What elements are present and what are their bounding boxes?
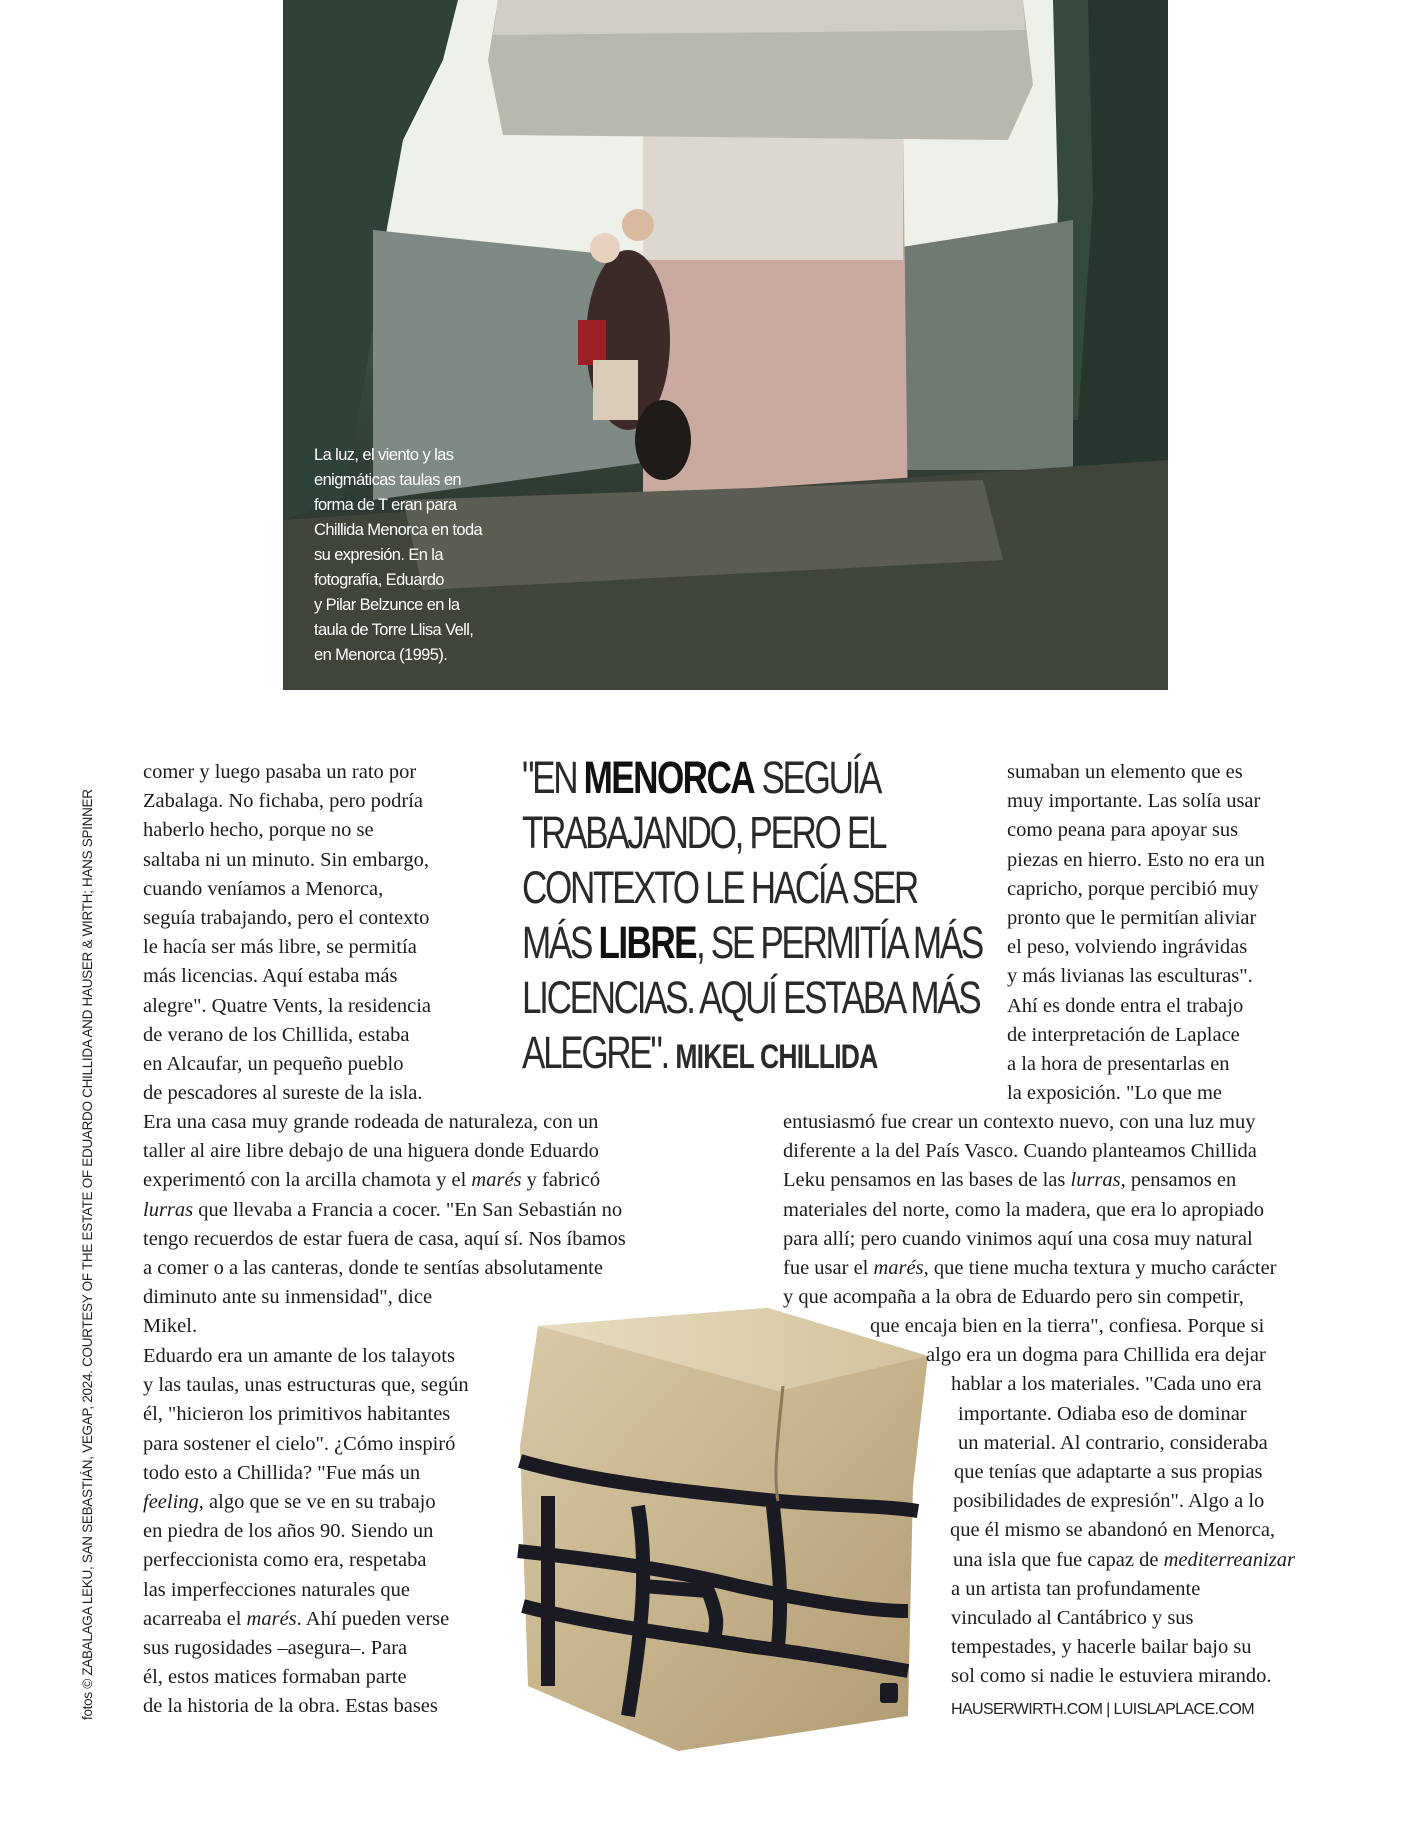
- body-text-line: Era una casa muy grande rodeada de naturaleza, con un: [143, 1111, 599, 1133]
- body-text-line: capricho, porque percibió muy: [1007, 877, 1259, 900]
- body-text-line: comer y luego pasaba un rato por: [143, 761, 417, 783]
- photo-credit: fotos © ZABALAGA LEKU, SAN SEBASTIÁN, VEGAP, 2024. COURTESY OF THE ESTATE OF EDUARDO CHILLIDA AND HAUSER & WIRTH; HANS SPINNER: [80, 789, 95, 1720]
- body-text-line: un material. Al contrario, consideraba: [958, 1431, 1268, 1454]
- taula-photo: [283, 0, 1168, 690]
- body-text-line: todo esto a Chillida? "Fue más un: [143, 1461, 421, 1484]
- body-text-line: entusiasmó fue crear un contexto nuevo, con una luz muy: [783, 1111, 1256, 1133]
- pull-quote-part: "EN: [522, 752, 584, 803]
- body-text-line: vinculado al Cantábrico y sus: [951, 1607, 1194, 1629]
- body-text-line: diferente a la del País Vasco. Cuando planteamos Chillida: [783, 1140, 1257, 1163]
- body-text-line: y que acompaña a la obra de Eduardo pero sin competir,: [783, 1286, 1244, 1309]
- body-text-line: y las taulas, unas estructuras que, según: [143, 1374, 469, 1397]
- body-text-line: piezas en hierro. Esto no era un: [1007, 848, 1265, 871]
- pull-quote-emphasis: MENORCA: [583, 752, 755, 803]
- body-text-line: lurras que llevaba a Francia a cocer. "En San Sebastián no: [143, 1198, 623, 1221]
- body-text-line: la exposición. "Lo que me: [1007, 1082, 1223, 1105]
- body-text-line: que tenías que adaptarte a sus propias: [954, 1461, 1263, 1483]
- body-text-line: a comer o a las canteras, donde te sentías absolutamente: [143, 1257, 603, 1279]
- body-text-line: experimentó con la arcilla chamota y el marés y fabricó: [143, 1169, 601, 1192]
- body-text-line: haberlo hecho, porque no se: [143, 819, 374, 842]
- body-text-line: materiales del norte, como la madera, que era lo apropiado: [783, 1198, 1264, 1221]
- body-text-line: las imperfecciones naturales que: [143, 1578, 410, 1601]
- body-text-line: de la historia de la obra. Estas bases: [143, 1695, 438, 1718]
- body-text-line: en Alcaufar, un pequeño pueblo: [143, 1053, 404, 1075]
- body-text-line: Mikel.: [143, 1315, 198, 1338]
- body-text-line: a la hora de presentarlas en: [1007, 1053, 1230, 1075]
- body-text-line: fue usar el marés, que tiene mucha textura y mucho carácter: [783, 1257, 1277, 1279]
- body-text-line: de verano de los Chillida, estaba: [143, 1023, 410, 1046]
- body-text-line: Eduardo era un amante de los talayots: [143, 1345, 455, 1367]
- body-text-line: perfeccionista como era, respetaba: [143, 1549, 427, 1572]
- body-text-line: muy importante. Las solía usar: [1007, 790, 1261, 813]
- body-text-line: él, estos matices formaban parte: [143, 1666, 407, 1689]
- body-text-line: que encaja bien en la tierra", confiesa. Porque si: [870, 1315, 1265, 1337]
- sculpture-illustration: [508, 1296, 938, 1756]
- body-text-line: Leku pensamos en las bases de las lurras, pensamos en: [783, 1169, 1237, 1192]
- body-text-line: Zabalaga. No fichaba, pero podría: [143, 790, 424, 813]
- body-text-line: importante. Odiaba eso de dominar: [958, 1402, 1247, 1425]
- body-text-line: hablar a los materiales. "Cada uno era: [951, 1373, 1262, 1396]
- body-text-line: para sostener el cielo". ¿Cómo inspiró: [143, 1432, 456, 1455]
- body-text-line: más licencias. Aquí estaba más: [143, 965, 398, 988]
- body-text-line: feeling, algo que se ve en su trabajo: [143, 1491, 436, 1513]
- body-text-line: cuando veníamos a Menorca,: [143, 877, 384, 900]
- body-text-line: diminuto ante su inmensidad", dice: [143, 1286, 433, 1309]
- pull-quote-emphasis: LIBRE: [598, 917, 696, 968]
- body-text-line: en piedra de los años 90. Siendo un: [143, 1520, 434, 1543]
- body-text-line: una isla que fue capaz de mediterreanizar: [953, 1548, 1295, 1571]
- body-text-line: posibilidades de expresión". Algo a lo: [953, 1490, 1265, 1513]
- body-text-line: sol como si nadie le estuviera mirando.: [951, 1665, 1272, 1688]
- body-text-line: como peana para apoyar sus: [1007, 819, 1239, 842]
- source-urls: HAUSERWIRTH.COM | LUISLAPLACE.COM: [951, 1701, 1254, 1718]
- body-text-line: y más livianas las esculturas".: [1007, 965, 1253, 988]
- body-text-line: alegre". Quatre Vents, la residencia: [143, 994, 432, 1017]
- body-text-line: taller al aire libre debajo de una higuera donde Eduardo: [143, 1140, 599, 1163]
- photo-caption: La luz, el viento y las enigmáticas taulas en forma de T eran para Chillida Menorca en toda su expresión. En la fotografía, Eduardo y Pilar Belzunce en la taula de Torre Llisa Vell, en Menorca (1995).: [314, 446, 483, 664]
- body-text-line: acarreaba el marés. Ahí pueden verse: [143, 1607, 450, 1630]
- body-text-line: el peso, volviendo ingrávidas: [1007, 936, 1248, 959]
- body-text-line: pronto que le permitían aliviar: [1007, 907, 1257, 929]
- body-text-line: sus rugosidades –asegura–. Para: [143, 1637, 408, 1659]
- body-text-line: seguía trabajando, pero el contexto: [143, 907, 430, 929]
- body-text-line: que él mismo se abandonó en Menorca,: [950, 1519, 1276, 1542]
- pull-quote-part: SEGUÍA TRABAJANDO, PERO EL CONTEXTO LE HACÍA SER MÁS: [522, 752, 917, 968]
- body-text-line: él, "hicieron los primitivos habitantes: [143, 1403, 451, 1426]
- body-text-line: algo era un dogma para Chillida era dejar: [926, 1344, 1266, 1367]
- body-text-line: tempestades, y hacerle bailar bajo su: [951, 1636, 1252, 1659]
- quote-author: MIKEL CHILLIDA: [675, 1038, 878, 1076]
- body-text-line: le hacía ser más libre, se permitía: [143, 936, 417, 959]
- body-text-line: para allí; pero cuando vinimos aquí una cosa muy natural: [783, 1227, 1253, 1250]
- body-text-line: saltaba ni un minuto. Sin embargo,: [143, 848, 430, 871]
- pull-quote: [522, 750, 990, 1085]
- body-text-line: tengo recuerdos de estar fuera de casa, aquí sí. Nos íbamos: [143, 1227, 626, 1250]
- body-text-line: de interpretación de Laplace: [1007, 1023, 1240, 1046]
- body-text-line: Ahí es donde entra el trabajo: [1007, 994, 1244, 1017]
- body-text-line: a un artista tan profundamente: [951, 1577, 1201, 1600]
- pull-quote-part: , SE PERMITÍA MÁS LICENCIAS. AQUÍ ESTABA MÁS ALEGRE".: [522, 917, 982, 1078]
- sculpture-photo: [508, 1296, 938, 1756]
- body-text-line: sumaban un elemento que es: [1007, 761, 1243, 783]
- body-text-line: de pescadores al sureste de la isla.: [143, 1082, 423, 1105]
